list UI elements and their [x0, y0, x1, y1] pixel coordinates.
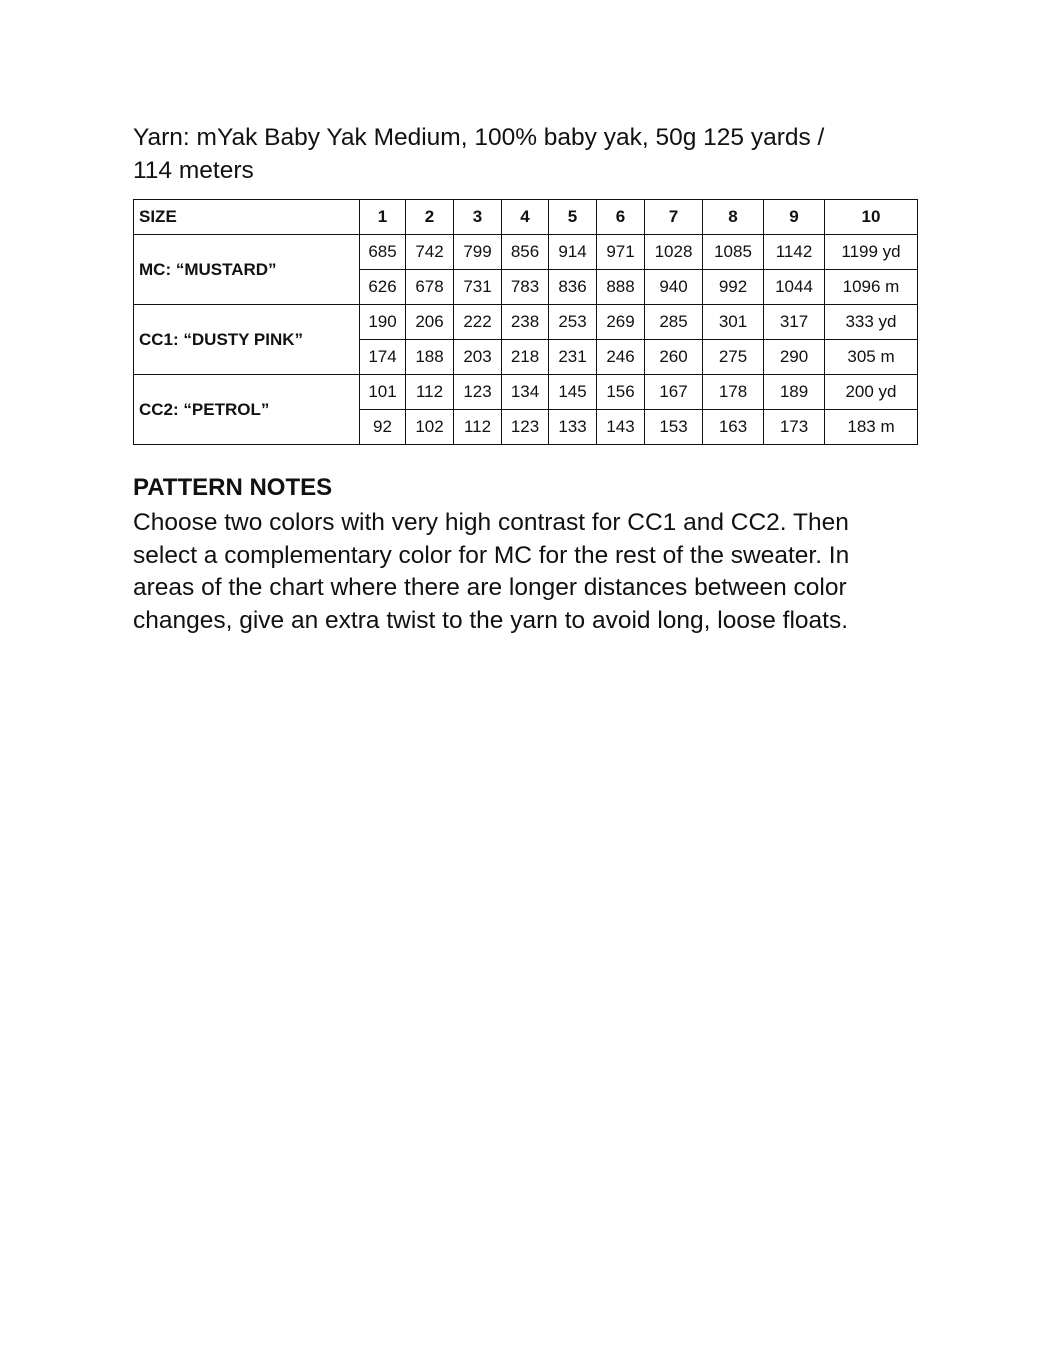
table-cell: 134: [502, 375, 549, 410]
table-cell: 914: [549, 235, 597, 270]
table-cell: 178: [703, 375, 764, 410]
pattern-notes-heading: PATTERN NOTES: [133, 474, 333, 501]
table-cell: 685: [360, 235, 406, 270]
yarn-description: [133, 121, 913, 187]
table-cell: 112: [454, 410, 502, 445]
table-cell: 123: [454, 375, 502, 410]
row-label-cc2: CC2: “PETROL”: [134, 375, 360, 445]
table-cell: 153: [645, 410, 703, 445]
table-cell: 101: [360, 375, 406, 410]
table-cell: 231: [549, 340, 597, 375]
table-cell: 167: [645, 375, 703, 410]
yarn-line-1: Yarn: mYak Baby Yak Medium, 100% baby yak, 50g 125 yards /: [133, 124, 825, 151]
table-cell: 783: [502, 270, 549, 305]
table-cell: 275: [703, 340, 764, 375]
table-cell: 163: [703, 410, 764, 445]
table-cell: 269: [597, 305, 645, 340]
header-cell-size: SIZE: [134, 200, 360, 235]
row-label-cc1: CC1: “DUSTY PINK”: [134, 305, 360, 375]
table-cell: 260: [645, 340, 703, 375]
table-cell: 626: [360, 270, 406, 305]
table-cell: 238: [502, 305, 549, 340]
header-cell: 1: [360, 200, 406, 235]
table-cell: 189: [764, 375, 825, 410]
table-cell: 145: [549, 375, 597, 410]
table-cell: 92: [360, 410, 406, 445]
header-cell: 10: [825, 200, 918, 235]
table-cell: 731: [454, 270, 502, 305]
table-cell: 200 yd: [825, 375, 918, 410]
table-cell: 1096 m: [825, 270, 918, 305]
notes-line: changes, give an extra twist to the yarn to avoid long, loose floats.: [133, 606, 848, 634]
table-cell: 206: [406, 305, 454, 340]
table-cell: 305 m: [825, 340, 918, 375]
header-cell: 9: [764, 200, 825, 235]
header-cell: 5: [549, 200, 597, 235]
table-row: [134, 375, 918, 410]
table-cell: 253: [549, 305, 597, 340]
table-cell: 799: [454, 235, 502, 270]
table-cell: 1142: [764, 235, 825, 270]
header-cell: 4: [502, 200, 549, 235]
table-cell: 1028: [645, 235, 703, 270]
table-cell: 218: [502, 340, 549, 375]
table-cell: 143: [597, 410, 645, 445]
header-cell: 3: [454, 200, 502, 235]
table-cell: 940: [645, 270, 703, 305]
table-cell: 174: [360, 340, 406, 375]
table-cell: 133: [549, 410, 597, 445]
table-row: [134, 305, 918, 340]
notes-line: Choose two colors with very high contrast for CC1 and CC2. Then: [133, 509, 849, 536]
table-cell: 112: [406, 375, 454, 410]
yardage-table: [133, 199, 918, 445]
table-cell: 290: [764, 340, 825, 375]
table-cell: 123: [502, 410, 549, 445]
table-cell: 301: [703, 305, 764, 340]
table-cell: 102: [406, 410, 454, 445]
table-cell: 190: [360, 305, 406, 340]
table-cell: 173: [764, 410, 825, 445]
table-cell: 1085: [703, 235, 764, 270]
table-cell: 246: [597, 340, 645, 375]
notes-line: select a complementary color for MC for the rest of the sweater. In: [133, 541, 850, 569]
header-cell: 2: [406, 200, 454, 235]
header-cell: 8: [703, 200, 764, 235]
table-cell: 222: [454, 305, 502, 340]
header-cell: 6: [597, 200, 645, 235]
table-cell: 285: [645, 305, 703, 340]
table-cell: 742: [406, 235, 454, 270]
table-cell: 183 m: [825, 410, 918, 445]
table-cell: 856: [502, 235, 549, 270]
table-cell: 156: [597, 375, 645, 410]
table-cell: 836: [549, 270, 597, 305]
table-row: [134, 235, 918, 270]
table-cell: 971: [597, 235, 645, 270]
table-cell: 203: [454, 340, 502, 375]
row-label-mc: MC: “MUSTARD”: [134, 235, 360, 305]
pattern-notes-body: [133, 507, 923, 637]
table-cell: 992: [703, 270, 764, 305]
table-cell: 1044: [764, 270, 825, 305]
table-cell: 317: [764, 305, 825, 340]
yarn-line-2: 114 meters: [133, 157, 254, 184]
header-cell: 7: [645, 200, 703, 235]
notes-line: areas of the chart where there are longer distances between color: [133, 574, 847, 601]
table-cell: 1199 yd: [825, 235, 918, 270]
table-cell: 888: [597, 270, 645, 305]
table-cell: 188: [406, 340, 454, 375]
table-header-row: [134, 200, 918, 235]
table-cell: 333 yd: [825, 305, 918, 340]
table-cell: 678: [406, 270, 454, 305]
